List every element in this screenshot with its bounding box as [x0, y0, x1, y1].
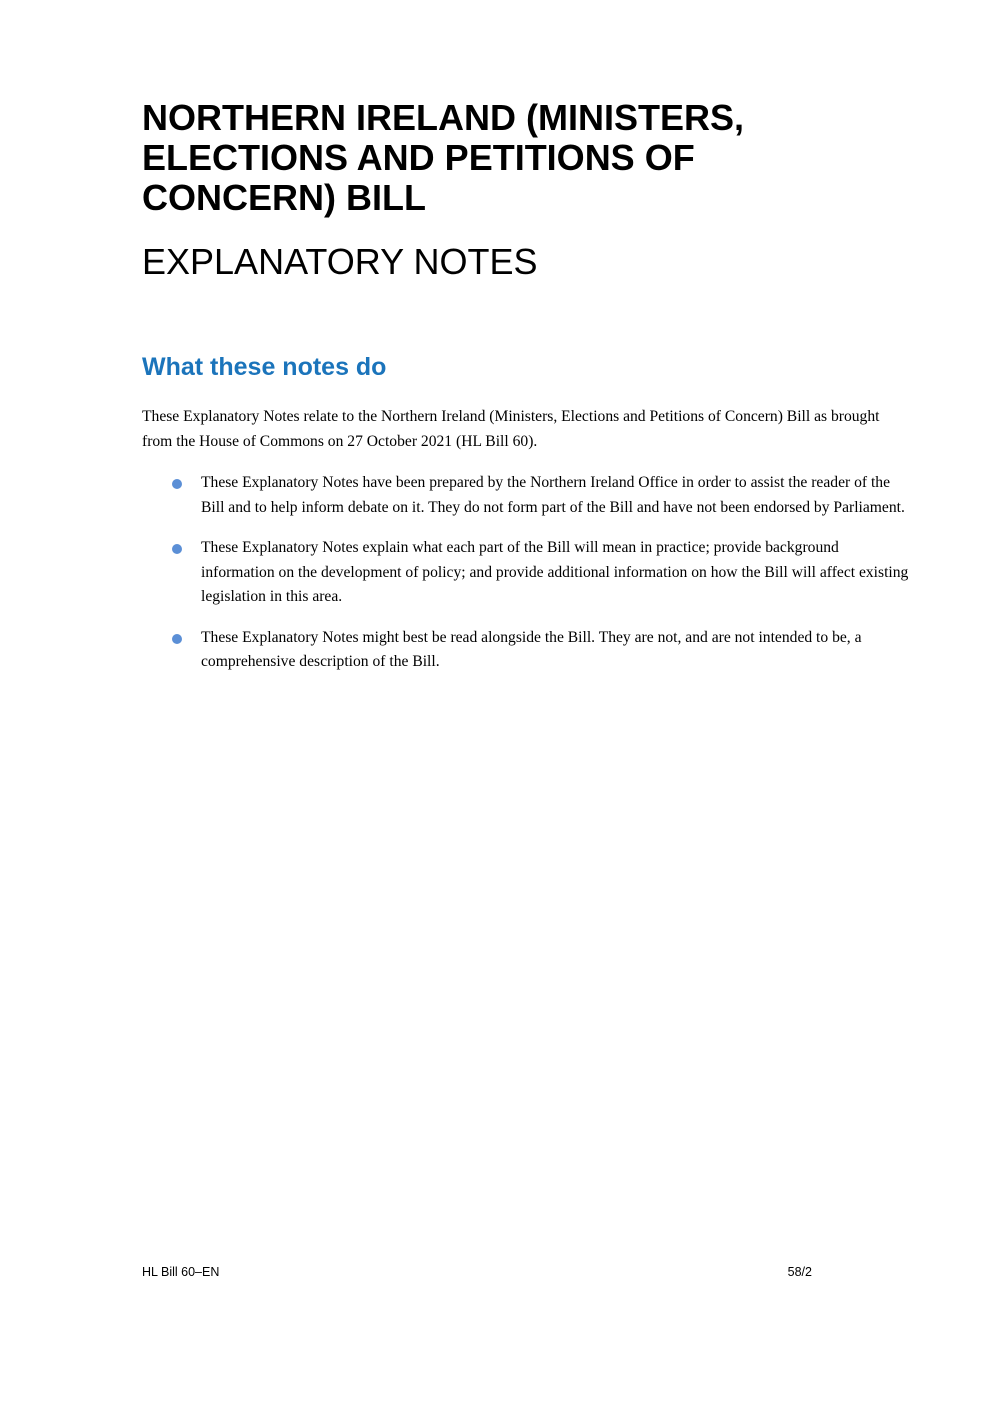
footer-bill-reference: HL Bill 60–EN	[142, 1265, 220, 1279]
document-subtitle: EXPLANATORY NOTES	[142, 241, 538, 282]
bullet-text: These Explanatory Notes explain what each part of the Bill will mean in practice; provide background information on the development of policy; and provide additional information on how the Bill will affect existing legislation in this area.	[201, 539, 909, 605]
bullet-dot-icon	[172, 479, 182, 489]
bullet-text: These Explanatory Notes have been prepared by the Northern Ireland Office in order to assist the reader of the Bill and to help inform debate on it. They do not form part of the Bill and have not been endorsed by Parliament.	[201, 474, 905, 516]
bill-title: NORTHERN IRELAND (MINISTERS, ELECTIONS AND PETITIONS OF CONCERN) BILL	[142, 97, 744, 218]
intro-paragraph: These Explanatory Notes relate to the Northern Ireland (Ministers, Elections and Petitions of Concern) Bill as brought from the House of Commons on 27 October 2021 (HL Bill 60).	[142, 408, 880, 450]
bullet-item	[142, 536, 912, 610]
section-heading: What these notes do	[142, 353, 387, 381]
bullet-item	[142, 626, 912, 675]
footer-page-reference: 58/2	[787, 1265, 812, 1279]
bullet-dot-icon	[172, 544, 182, 554]
bullet-text: These Explanatory Notes might best be read alongside the Bill. They are not, and are not intended to be, a comprehensive description of the Bill.	[201, 628, 862, 670]
bullet-dot-icon	[172, 634, 182, 644]
bullet-item	[142, 471, 912, 520]
bullet-list	[142, 471, 912, 691]
